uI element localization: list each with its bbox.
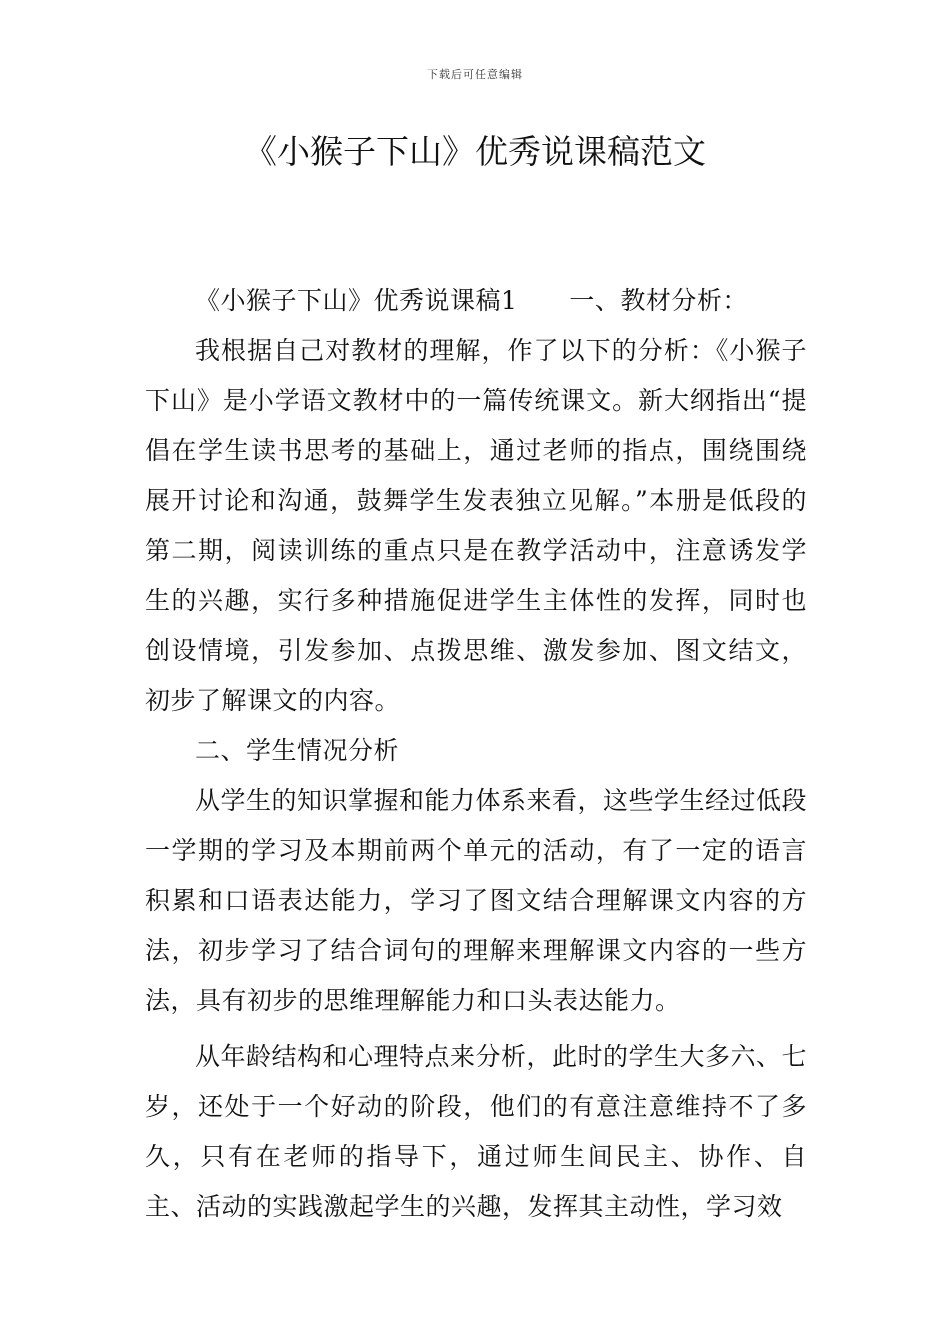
- paragraph-textbook-analysis: 我根据自己对教材的理解，作了以下的分析：《小猴子下山》是小学语文教材中的一篇传统课文。新大纲指出“提倡在学生读书思考的基础上，通过老师的指点，围绕围绕展开讨论和沟通，鼓舞学生发表独立见解。”本册是低段的第二期，阅读训练的重点只是在教学活动中，注意诱发学生的兴趣，实行多种措施促进学生主体性的发挥，同时也创设情境，引发参加、点拨思维、激发参加、图文结文，初步了解课文的内容。: [145, 336, 807, 715]
- document-body: [145, 276, 807, 1232]
- intro-line: [145, 276, 807, 326]
- paragraph-student-knowledge: 从学生的知识掌握和能力体系来看，这些学生经过低段一学期的学习及本期前两个单元的活动，有了一定的语言积累和口语表达能力，学习了图文结合理解课文内容的方法，初步学习了结合词句的理解来理解课文内容的一些方法，具有初步的思维理解能力和口头表达能力。: [145, 786, 808, 1015]
- paragraph-student-psychology: 从年龄结构和心理特点来分析，此时的学生大多六、七岁，还处于一个好动的阶段，他们的有意注意维持不了多久，只有在老师的指导下，通过师生间民主、协作、自主、活动的实践激起学生的兴趣，发挥其主动性，学习效: [145, 1042, 808, 1221]
- section-heading-student-analysis: 二、学生情况分析: [195, 736, 400, 765]
- section-heading-textbook-analysis: 一、教材分析：: [569, 286, 748, 315]
- intro-title: 《小猴子下山》优秀说课稿1: [195, 286, 518, 315]
- header-note: 下载后可任意编辑: [427, 68, 523, 81]
- document-title: 《小猴子下山》优秀说课稿范文: [244, 132, 706, 171]
